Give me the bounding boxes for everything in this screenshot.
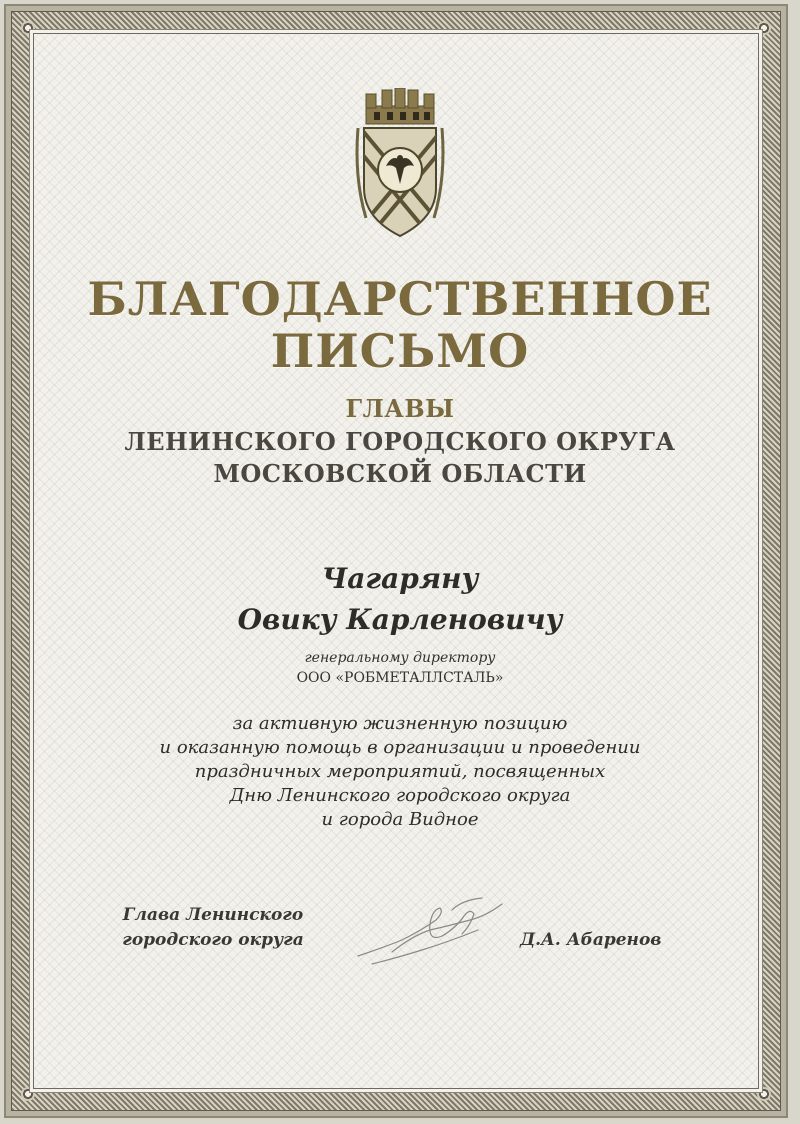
issuer-line2: ЛЕНИНСКОГО ГОРОДСКОГО ОКРУГА	[124, 427, 676, 456]
recipient-surname: Чагаряну	[321, 562, 479, 595]
corner-rosette-icon	[21, 1087, 35, 1101]
body-line: праздничных мероприятий, посвященных	[194, 761, 606, 782]
signatory-title-line1: Глава Ленинского	[122, 905, 304, 925]
issuer-line3: МОСКОВСКОЙ ОБЛАСТИ	[213, 459, 587, 488]
body-line: и города Видное	[321, 809, 479, 830]
corner-rosette-icon	[21, 21, 35, 35]
signatory-name: Д.А. Абаренов	[520, 930, 662, 950]
recipient-given-name: Овику Карленовичу	[237, 603, 563, 636]
document-title-line2: ПИСЬМО	[270, 324, 530, 378]
issuer-line1: ГЛАВЫ	[345, 394, 455, 423]
corner-rosette-icon	[757, 1087, 771, 1101]
recipient-company: ООО «РОБМЕТАЛЛСТАЛЬ»	[296, 670, 504, 686]
recipient-position: генеральному директору	[304, 650, 496, 666]
body-line: за активную жизненную позицию	[232, 713, 568, 734]
body-line: Дню Ленинского городского округа	[229, 785, 571, 806]
coat-of-arms-icon	[352, 88, 448, 240]
document-title-line1: БЛАГОДАРСТВЕННОЕ	[87, 272, 713, 326]
handwritten-signature	[352, 890, 512, 980]
body-line: и оказанную помощь в организации и проведении	[159, 737, 641, 758]
corner-rosette-icon	[757, 21, 771, 35]
signatory-title-line2: городского округа	[122, 930, 304, 950]
